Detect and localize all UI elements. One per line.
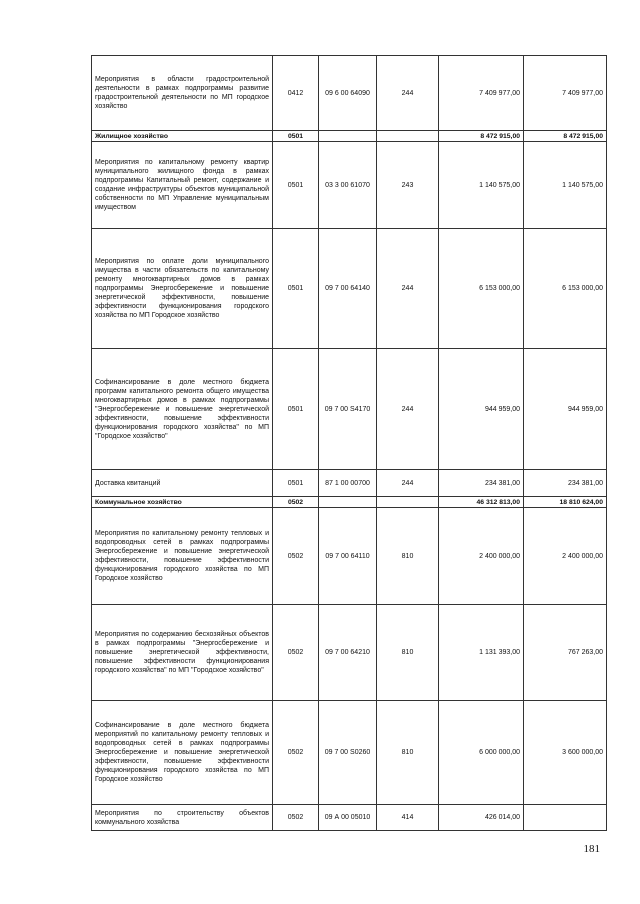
row-expense-kind: 244	[377, 470, 439, 497]
row-target-code: 87 1 00 00700	[319, 470, 377, 497]
row-name: Мероприятия по капитальному ремонту тепловых и водопроводных сетей в рамках подпрограммы Энергосбережение и повышение энергетической эффективности, повышение эффективности функционирования городского хозяйства по МП Городское хозяйство	[92, 508, 273, 605]
row-target-code: 03 3 00 61070	[319, 142, 377, 229]
row-target-code: 09 7 00 S0260	[319, 701, 377, 805]
table-row	[92, 805, 607, 831]
row-name: Софинансирование в доле местного бюджета мероприятий по капитальному ремонту тепловых и водопроводных сетей в рамках подпрограммы Энергосбережение и повышение энергетической эффективности, повышение эффективности функционирования городского хозяйства по МП Городское хозяйство	[92, 701, 273, 805]
row-section-code: 0502	[273, 605, 319, 701]
row-amount-2: 7 409 977,00	[524, 56, 607, 131]
row-expense-kind: 244	[377, 56, 439, 131]
row-section-code: 0412	[273, 56, 319, 131]
row-amount-1: 7 409 977,00	[439, 56, 524, 131]
row-section-code: 0502	[273, 805, 319, 831]
section-row	[92, 131, 607, 142]
row-section-code: 0502	[273, 701, 319, 805]
section-name: Коммунальное хозяйство	[92, 497, 273, 508]
row-amount-1: 2 400 000,00	[439, 508, 524, 605]
row-amount-1: 1 131 393,00	[439, 605, 524, 701]
row-amount-1: 944 959,00	[439, 349, 524, 470]
row-target-code: 09 7 00 S4170	[319, 349, 377, 470]
table-row	[92, 470, 607, 497]
row-section-code: 0501	[273, 470, 319, 497]
section-row	[92, 497, 607, 508]
row-amount-2: 767 263,00	[524, 605, 607, 701]
row-target-code: 09 А 00 05010	[319, 805, 377, 831]
row-target-code: 09 7 00 64110	[319, 508, 377, 605]
row-section-code: 0502	[273, 497, 319, 508]
section-name: Жилищное хозяйство	[92, 131, 273, 142]
row-amount-2: 8 472 915,00	[524, 131, 607, 142]
table-row	[92, 605, 607, 701]
row-amount-2: 6 153 000,00	[524, 229, 607, 349]
row-amount-2: 234 381,00	[524, 470, 607, 497]
row-target-code	[319, 131, 377, 142]
table-row	[92, 56, 607, 131]
row-amount-2: 2 400 000,00	[524, 508, 607, 605]
table-row	[92, 349, 607, 470]
row-name: Мероприятия по содержанию бесхозяйных объектов в рамках подпрограммы "Энергосбережение и повышение энергетической эффективности, повышение эффективности функционирования городского хозяйства" по МП "Городское хозяйство"	[92, 605, 273, 701]
budget-table	[91, 55, 607, 831]
row-name: Мероприятия по оплате доли муниципального имущества в части обязательств по капитальному ремонту многоквартирных домов в рамках подпрограммы Энергосбережение и повышение энергетической эффективности, повышение эффективности функционирования городского хозяйства по МП Городское хозяйство	[92, 229, 273, 349]
row-expense-kind: 243	[377, 142, 439, 229]
row-section-code: 0501	[273, 349, 319, 470]
row-name: Мероприятия по капитальному ремонту квартир муниципального жилищного фонда в рамках подпрограммы Капитальный ремонт, содержание и создание инфраструктуры объектов муниципальной собственности по МП Управление муниципальным имуществом	[92, 142, 273, 229]
row-expense-kind: 810	[377, 605, 439, 701]
row-amount-2: 1 140 575,00	[524, 142, 607, 229]
row-amount-1: 426 014,00	[439, 805, 524, 831]
row-amount-2: 18 810 624,00	[524, 497, 607, 508]
table-row	[92, 701, 607, 805]
row-amount-1: 46 312 813,00	[439, 497, 524, 508]
row-target-code	[319, 497, 377, 508]
row-target-code: 09 6 00 64090	[319, 56, 377, 131]
page-number: 181	[583, 843, 600, 855]
row-target-code: 09 7 00 64210	[319, 605, 377, 701]
row-amount-1: 8 472 915,00	[439, 131, 524, 142]
table-row	[92, 508, 607, 605]
table-row	[92, 142, 607, 229]
row-name: Мероприятия по строительству объектов коммунального хозяйства	[92, 805, 273, 831]
row-section-code: 0502	[273, 508, 319, 605]
row-amount-2	[524, 805, 607, 831]
row-target-code: 09 7 00 64140	[319, 229, 377, 349]
row-amount-2: 944 959,00	[524, 349, 607, 470]
row-section-code: 0501	[273, 131, 319, 142]
row-expense-kind	[377, 131, 439, 142]
row-expense-kind: 244	[377, 229, 439, 349]
row-expense-kind	[377, 497, 439, 508]
row-amount-1: 1 140 575,00	[439, 142, 524, 229]
row-section-code: 0501	[273, 142, 319, 229]
row-expense-kind: 414	[377, 805, 439, 831]
row-name: Софинансирование в доле местного бюджета программ капитального ремонта общего имущества многоквартирных домов в рамках подпрограммы "Энергосбережение и повышение энергетической эффективности, повышение эффективности функционирования городского хозяйства" по МП "Городское хозяйство"	[92, 349, 273, 470]
row-amount-1: 6 153 000,00	[439, 229, 524, 349]
row-amount-2: 3 600 000,00	[524, 701, 607, 805]
row-expense-kind: 810	[377, 701, 439, 805]
row-name: Доставка квитанций	[92, 470, 273, 497]
row-expense-kind: 810	[377, 508, 439, 605]
row-expense-kind: 244	[377, 349, 439, 470]
table-row	[92, 229, 607, 349]
row-section-code: 0501	[273, 229, 319, 349]
row-amount-1: 234 381,00	[439, 470, 524, 497]
row-name: Мероприятия в области градостроительной деятельности в рамках подпрограммы развитие градостроительной деятельности по МП городское хозяйство	[92, 56, 273, 131]
row-amount-1: 6 000 000,00	[439, 701, 524, 805]
